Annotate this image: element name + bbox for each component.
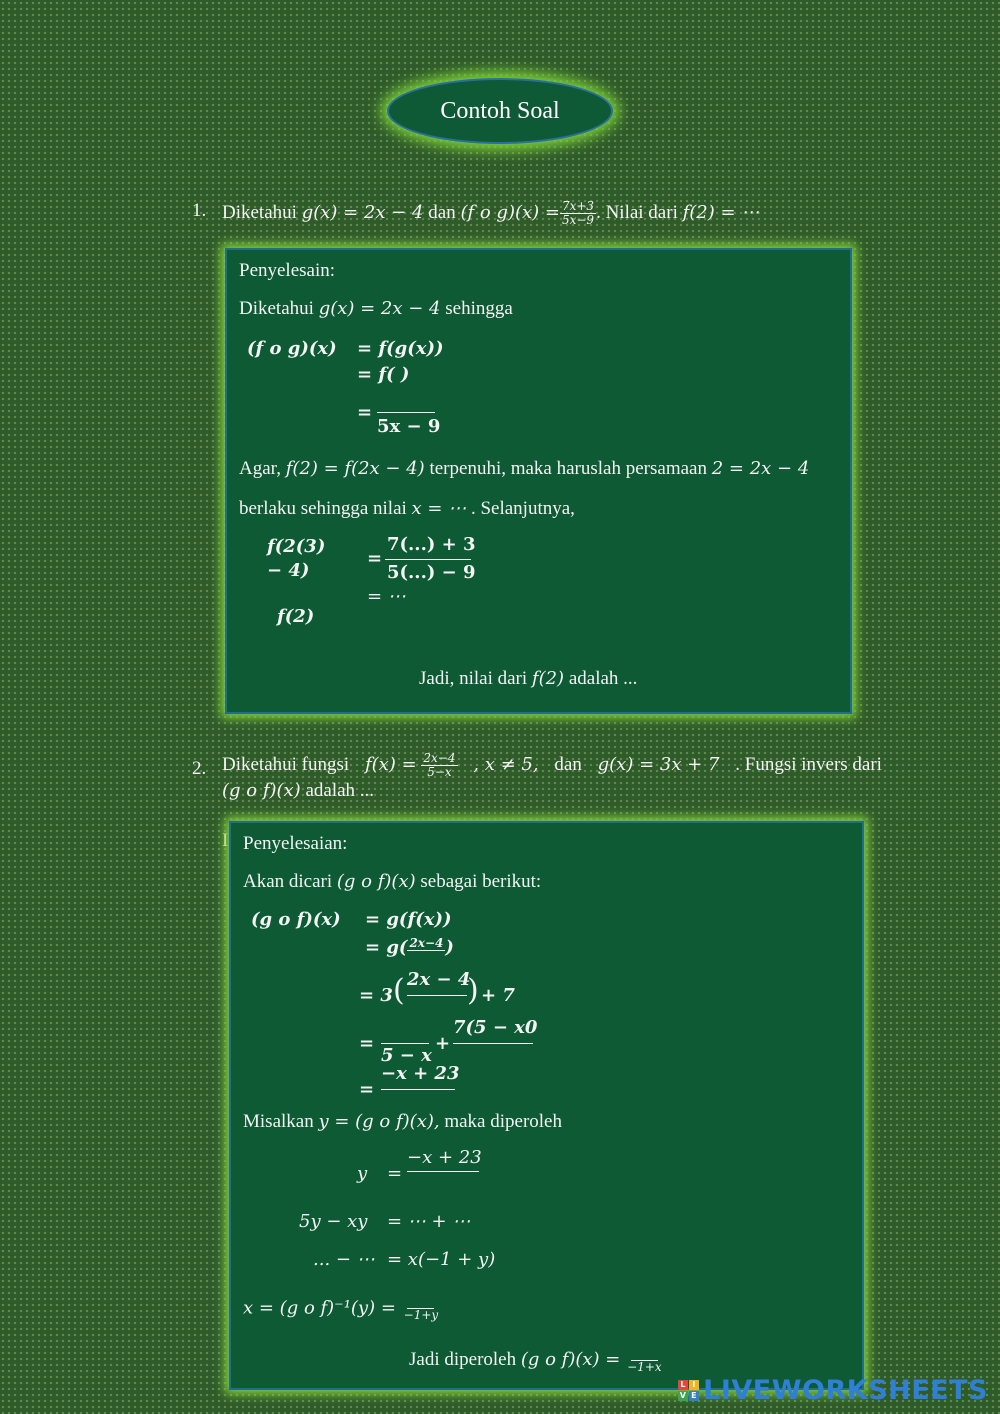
s2-eq2-frac	[407, 937, 445, 964]
liveworksheets-logo	[678, 1375, 988, 1406]
s2-eq3-rparen: )	[467, 973, 479, 1008]
solution-2-heading: Penyelesaian:	[243, 833, 348, 854]
q1-expr-f2: f(2) = ⋯	[682, 201, 760, 223]
q1-fraction	[560, 200, 596, 227]
s2-eq3-num: 2x − 4	[407, 969, 471, 990]
s2-eq4-plus: +	[435, 1033, 451, 1054]
q2-text-a: Diketahui fungsi	[222, 754, 350, 775]
s2-rdots: = x(−1 + y)	[387, 1249, 496, 1270]
solution-2-misal	[243, 1111, 562, 1133]
s2-eq2	[365, 937, 454, 964]
s2-misal-m: y = (g o f)(x),	[318, 1111, 440, 1132]
s2-final-frac	[625, 1347, 664, 1374]
s2-xinv	[243, 1295, 440, 1322]
logo-mark-icon	[678, 1380, 699, 1401]
s2-eq2-a: = g(	[365, 937, 408, 958]
s2-line1-m: (g o f)(x)	[336, 871, 416, 892]
s1-eq2: = f( )	[357, 364, 410, 385]
q2-text-inv: . Fungsi invers dari	[735, 754, 882, 775]
s1-berlaku-b: . Selanjutnya,	[470, 498, 575, 519]
s1-agar-b: terpenuhi, maka haruslah persamaan	[429, 458, 707, 479]
s1-f23-num: 7(...) + 3	[387, 534, 476, 555]
solution-1-berlaku	[239, 498, 575, 520]
s1-f23-l1: f(2(3)	[267, 536, 326, 557]
s2-lhs: (g o f)(x)	[251, 909, 341, 930]
s2-eq4-num2: 7(5 − x0	[453, 1017, 538, 1038]
s1-lhs: (f o g)(x)	[247, 338, 337, 359]
s2-eq3-lparen: (	[393, 973, 405, 1008]
question-2-number: 2.	[192, 758, 207, 779]
solution-1-conclusion	[419, 668, 637, 690]
solution-1-line1	[239, 298, 513, 320]
s1-line1-b: sehingga	[445, 298, 513, 319]
s1-f23-fraction-bar	[385, 559, 471, 560]
page-title: Contoh Soal	[440, 97, 560, 124]
logo-letter-e: E	[689, 1391, 699, 1401]
q1-text-dan: dan	[428, 201, 456, 223]
solution-1-heading: Penyelesain:	[239, 260, 336, 281]
q1-text-a: Diketahui	[222, 201, 297, 223]
s1-f23-eq: =	[367, 548, 383, 569]
solution-2-final	[409, 1347, 664, 1374]
s2-line1-a: Akan dicari	[243, 871, 333, 892]
s2-y-num: −x + 23	[407, 1147, 482, 1168]
s2-ldots: ... − ⋯	[313, 1249, 375, 1270]
q1-expr-g: g(x) = 2x − 4	[301, 201, 424, 223]
s2-misal-b: maka diperoleh	[444, 1111, 562, 1132]
q1-frac-den: 5x−9	[561, 213, 595, 227]
s2-eq3-fraction-bar	[407, 995, 467, 996]
q2-expr-g: g(x) = 3x + 7	[597, 754, 720, 775]
s1-eq3-den: 5x − 9	[377, 416, 441, 437]
s2-xinv-frac	[402, 1295, 441, 1322]
solution-box-1	[225, 248, 852, 714]
s2-xinv-num-empty	[407, 1295, 434, 1309]
s2-eq4-fraction-bar-1	[381, 1043, 429, 1044]
s2-eq5-fraction-bar	[381, 1089, 455, 1090]
s2-final-a: Jadi diperoleh	[409, 1348, 517, 1370]
s2-eq2-den-empty	[422, 951, 430, 964]
s2-eq4-eq: =	[359, 1033, 375, 1054]
q2-cond: , x ≠ 5,	[473, 754, 539, 775]
logo-letter-v: V	[679, 1391, 687, 1400]
s2-eq5-num: −x + 23	[381, 1063, 460, 1084]
q2-expr-f: f(x) =	[364, 754, 417, 775]
stray-char: I	[222, 830, 229, 851]
s1-berlaku-m: x = ⋯	[411, 498, 467, 519]
s1-f2: f(2)	[277, 606, 315, 627]
s1-eq1: = f(g(x))	[357, 338, 444, 359]
s1-berlaku-a: berlaku sehingga nilai	[239, 498, 407, 519]
s2-eq3-a: = 3	[359, 985, 393, 1006]
s1-f23-den: 5(...) − 9	[387, 562, 476, 583]
s1-eq3-fraction-bar	[377, 412, 435, 413]
logo-letter-i: I	[689, 1380, 699, 1390]
s1-conclusion-a: Jadi, nilai dari	[419, 668, 528, 689]
s1-conclusion-m: f(2)	[531, 668, 565, 689]
s2-y-eq: =	[387, 1163, 403, 1184]
s2-xinv-expr: x = (g o f)⁻¹(y) =	[243, 1297, 396, 1319]
q2-frac-num: 2x−4	[423, 751, 456, 766]
s2-xinv-den: −1+y	[403, 1308, 439, 1322]
logo-text: LIVEWORKSHEETS	[703, 1375, 988, 1406]
question-2-text	[222, 750, 882, 806]
s1-conclusion-b: adalah ...	[568, 668, 638, 689]
q1-frac-num: 7x+3	[561, 199, 595, 213]
s1-agar-a: Agar,	[239, 458, 281, 479]
question-1-number: 1.	[192, 200, 207, 221]
s1-f23-eq2: = ⋯	[367, 586, 406, 607]
s2-final-m: (g o f)(x) =	[520, 1348, 621, 1370]
s2-misal-a: Misalkan	[243, 1111, 314, 1132]
s2-eq1: = g(f(x))	[365, 909, 452, 930]
s2-eq3-b: + 7	[481, 985, 515, 1006]
s2-r5y: = ⋯ + ⋯	[387, 1211, 471, 1232]
solution-box-2	[229, 821, 864, 1390]
q2-fraction	[421, 752, 457, 779]
s1-line1-a: Diketahui	[239, 298, 314, 319]
s2-line1-b: sebagai berikut:	[420, 871, 542, 892]
logo-letter-l: L	[678, 1380, 688, 1390]
q1-expr-fog: (f o g)(x) =	[460, 201, 560, 223]
s2-eq4-fraction-bar-2	[453, 1043, 533, 1044]
s1-eq3-eq: =	[357, 402, 373, 423]
solution-1-agar	[239, 458, 809, 480]
s2-eq2-num: 2x−4	[409, 936, 444, 950]
solution-2-line1	[243, 871, 541, 893]
s1-line1-m: g(x) = 2x − 4	[318, 298, 441, 319]
s2-y: y	[357, 1163, 368, 1184]
s1-f23-l2: − 4)	[267, 560, 310, 581]
q1-text-nilai: . Nilai dari	[596, 201, 678, 223]
q2-frac-den: 5−x	[427, 765, 452, 780]
s2-final-num-empty	[631, 1347, 658, 1361]
s2-eq5-eq: =	[359, 1079, 375, 1100]
s1-agar-m1: f(2) = f(2x − 4)	[285, 458, 425, 479]
q2-text-dan: dan	[554, 754, 582, 775]
question-1-text	[222, 200, 759, 227]
q2-expr-gof: (g o f)(x)	[222, 780, 301, 801]
q2-text-end: adalah ...	[305, 780, 375, 801]
title-badge	[387, 78, 613, 144]
s1-agar-m2: 2 = 2x − 4	[711, 458, 810, 479]
s2-y-fraction-bar	[407, 1171, 479, 1172]
s2-eq2-b: )	[445, 937, 454, 958]
s2-eq4-den: 5 − x	[381, 1045, 432, 1066]
s2-l5y: 5y − xy	[299, 1211, 368, 1232]
s2-final-den: −1+x	[627, 1360, 662, 1374]
